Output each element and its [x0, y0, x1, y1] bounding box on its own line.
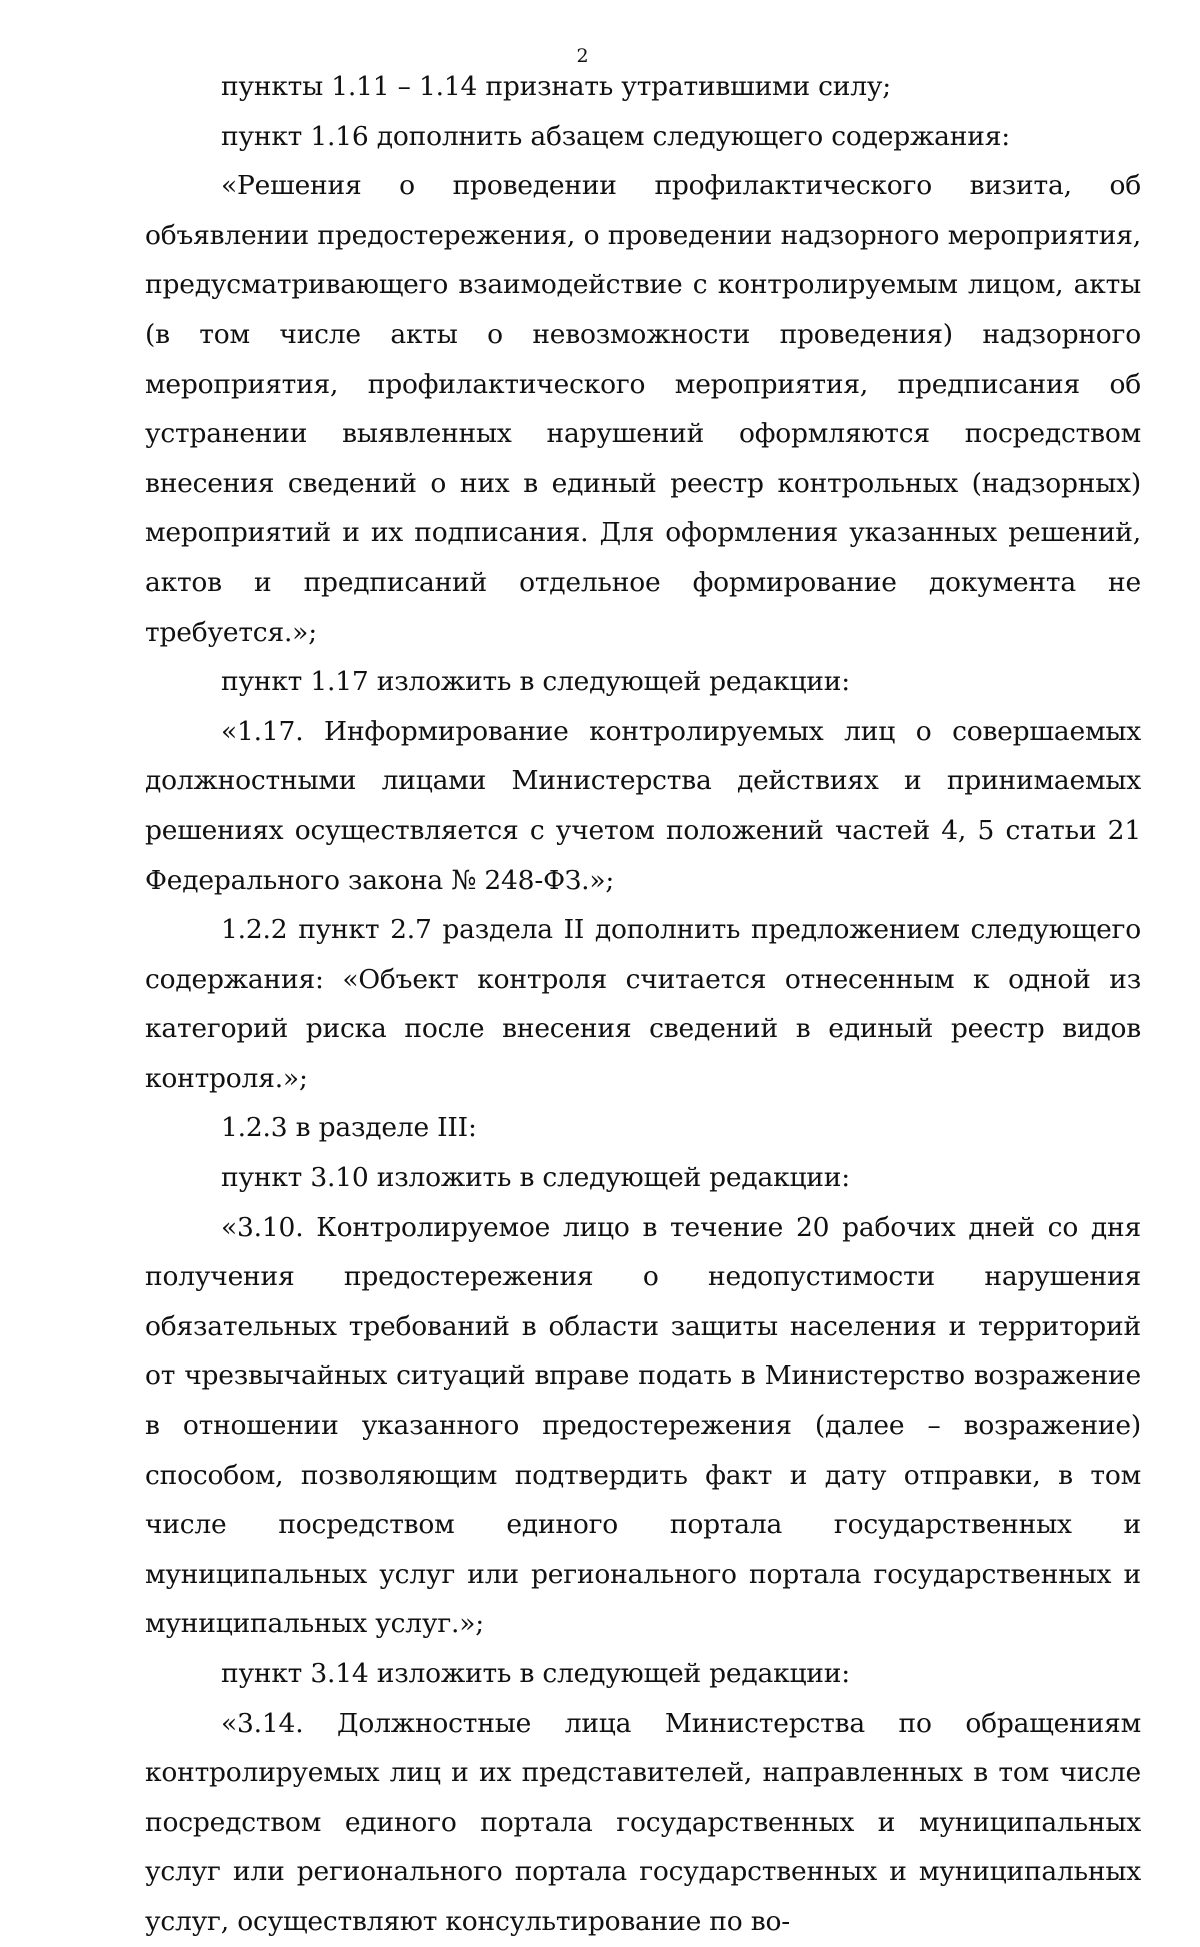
paragraph-item-3-10-text: «3.10. Контролируемое лицо в течение 20 рабочих дней со дня получения предостережения о недопустимости нарушения обязательных требований в области защиты населения и территорий от чрезвычайных ситуаций вправе подать в Министерство возражение в отношении указанного предостережения (далее – возражение) способом, позволяющим подтвердить факт и дату отправки, в том числе посредством единого портала государственных и муниципальных услуг или регионального портала государственных и муниципальных услуг.»;	[145, 1211, 1141, 1640]
page-number: 2	[576, 45, 589, 67]
paragraph-items-repealed: пункты 1.11 – 1.14 признать утратившими силу;	[221, 71, 892, 102]
paragraph-item-1-17-intro: пункт 1.17 изложить в следующей редакции:	[221, 666, 850, 698]
paragraph-item-1-17-text: «1.17. Информирование контролируемых лиц о совершаемых должностными лицами Министерства действиях и принимаемых решениях осуществляется с учетом положений частей 4, 5 статьи 21 Федерального закона № 248-ФЗ.»;	[145, 715, 1141, 896]
paragraph-item-3-10-intro: пункт 3.10 изложить в следующей редакции:	[221, 1162, 850, 1194]
paragraph-item-3-14-intro: пункт 3.14 изложить в следующей редакции:	[221, 1658, 850, 1689]
paragraph-item-1-16-text: «Решения о проведении профилактического визита, об объявлении предостережения, о проведении надзорного мероприятия, предусматривающего взаимодействие с контролируемым лицом, акты (в том числе акты о невозможности проведения) надзорного мероприятия, профилактического мероприятия, предписания об устранении выявленных нарушений оформляются посредством внесения сведений о них в единый реестр контрольных (надзорных) мероприятий и их подписания. Для оформления указанных решений, актов и предписаний отдельное формирование документа не требуется.»;	[145, 170, 1141, 648]
paragraph-1-2-3: 1.2.3 в разделе III:	[221, 1112, 477, 1144]
document-body	[145, 62, 1141, 1947]
paragraph-1-2-2: 1.2.2 пункт 2.7 раздела II дополнить предложением следующего содержания: «Объект контроля считается отнесенным к одной из категорий риска после внесения сведений в единый реестр видов контроля.»;	[145, 914, 1141, 1094]
paragraph-item-3-14-text: «3.14. Должностные лица Министерства по обращениям контролируемых лиц и их представителей, направленных в том числе посредством единого портала государственных и муниципальных услуг или регионального портала государственных и муниципальных услуг, осуществляют консультирование по во-	[145, 1707, 1141, 1937]
paragraph-item-1-16-intro: пункт 1.16 дополнить абзацем следующего содержания:	[221, 120, 1010, 152]
